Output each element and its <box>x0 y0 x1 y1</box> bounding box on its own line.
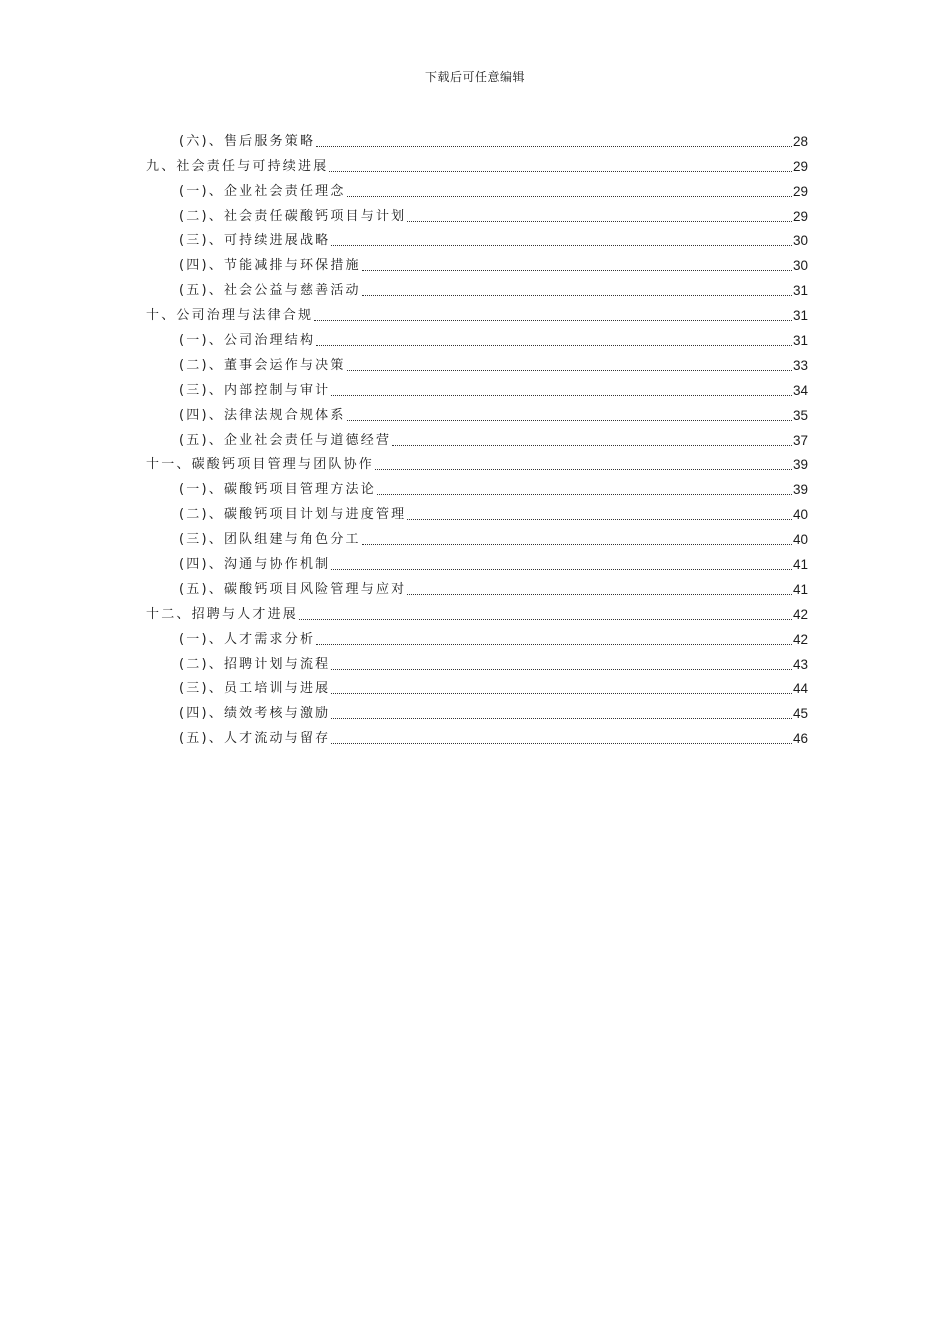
toc-section-entry[interactable] <box>146 573 808 598</box>
toc-section-entry[interactable] <box>146 125 808 150</box>
toc-page-number: 31 <box>792 283 808 299</box>
toc-page-number: 31 <box>792 308 808 324</box>
page-header: 下载后可任意编辑 <box>424 70 525 84</box>
toc-page-number: 29 <box>792 158 808 174</box>
toc-section-entry[interactable] <box>146 548 808 573</box>
toc-section-entry[interactable] <box>146 648 808 673</box>
toc-dot-leader <box>362 295 792 296</box>
toc-section-entry[interactable] <box>146 349 808 374</box>
toc-entry-label: (四)、绩效考核与激励 <box>179 706 331 722</box>
toc-entry-label: (四)、节能减排与环保措施 <box>179 258 361 274</box>
toc-section-entry[interactable] <box>146 374 808 399</box>
toc-entry-label: (三)、内部控制与审计 <box>179 382 331 398</box>
toc-section-entry[interactable] <box>146 498 808 523</box>
toc-dot-leader <box>331 245 792 246</box>
toc-dot-leader <box>316 345 792 346</box>
toc-dot-leader <box>375 469 792 470</box>
toc-dot-leader <box>299 619 792 620</box>
toc-section-entry[interactable] <box>146 523 808 548</box>
toc-entry-label: (一)、人才需求分析 <box>179 631 316 647</box>
toc-entry-label: (二)、董事会运作与决策 <box>179 357 346 373</box>
toc-page-number: 28 <box>792 133 808 149</box>
toc-page-number: 30 <box>792 233 808 249</box>
toc-section-entry[interactable] <box>146 200 808 225</box>
toc-dot-leader <box>329 171 792 172</box>
toc-page-number: 35 <box>792 407 808 423</box>
toc-dot-leader <box>407 594 792 595</box>
toc-entry-label: 九、社会责任与可持续进展 <box>146 158 329 174</box>
toc-page-number: 31 <box>792 333 808 349</box>
toc-entry-label: (一)、企业社会责任理念 <box>179 183 346 199</box>
toc-page-number: 43 <box>792 656 808 672</box>
toc-dot-leader <box>316 146 792 147</box>
toc-entry-label: (五)、碳酸钙项目风险管理与应对 <box>179 581 407 597</box>
toc-dot-leader <box>377 494 792 495</box>
toc-entry-label: (四)、法律法规合规体系 <box>179 407 346 423</box>
toc-page-number: 37 <box>792 432 808 448</box>
toc-dot-leader <box>347 420 792 421</box>
toc-chapter-entry[interactable] <box>146 299 808 324</box>
toc-entry-label: 十一、碳酸钙项目管理与团队协作 <box>146 457 375 473</box>
toc-dot-leader <box>392 445 792 446</box>
toc-dot-leader <box>347 370 792 371</box>
toc-dot-leader <box>407 221 792 222</box>
toc-entry-label: (三)、可持续进展战略 <box>179 233 331 249</box>
toc-dot-leader <box>331 743 792 744</box>
toc-chapter-entry[interactable] <box>146 150 808 175</box>
toc-entry-label: (四)、沟通与协作机制 <box>179 557 331 573</box>
toc-dot-leader <box>331 718 792 719</box>
toc-entry-label: (一)、碳酸钙项目管理方法论 <box>179 482 376 498</box>
toc-entry-label: (一)、公司治理结构 <box>179 333 316 349</box>
toc-page-number: 34 <box>792 382 808 398</box>
toc-dot-leader <box>362 544 792 545</box>
toc-dot-leader <box>331 693 792 694</box>
toc-page-number: 42 <box>792 631 808 647</box>
toc-section-entry[interactable] <box>146 623 808 648</box>
toc-entry-label: (六)、售后服务策略 <box>179 133 316 149</box>
toc-dot-leader <box>362 270 792 271</box>
toc-section-entry[interactable] <box>146 399 808 424</box>
toc-dot-leader <box>314 320 792 321</box>
toc-section-entry[interactable] <box>146 722 808 747</box>
toc-entry-label: (二)、招聘计划与流程 <box>179 656 331 672</box>
toc-section-entry[interactable] <box>146 225 808 250</box>
toc-page-number: 29 <box>792 208 808 224</box>
toc-chapter-entry[interactable] <box>146 598 808 623</box>
toc-section-entry[interactable] <box>146 274 808 299</box>
toc-page-number: 41 <box>792 557 808 573</box>
toc-page-number: 42 <box>792 606 808 622</box>
toc-entry-label: (三)、团队组建与角色分工 <box>179 532 361 548</box>
toc-section-entry[interactable] <box>146 673 808 698</box>
toc-section-entry[interactable] <box>146 697 808 722</box>
toc-dot-leader <box>316 644 792 645</box>
toc-section-entry[interactable] <box>146 175 808 200</box>
toc-section-entry[interactable] <box>146 424 808 449</box>
toc-page-number: 39 <box>792 457 808 473</box>
toc-page-number: 39 <box>792 482 808 498</box>
toc-entry-label: 十二、招聘与人才进展 <box>146 606 299 622</box>
toc-dot-leader <box>347 196 792 197</box>
toc-page-number: 45 <box>792 706 808 722</box>
toc-entry-label: (五)、企业社会责任与道德经营 <box>179 432 392 448</box>
toc-dot-leader <box>331 395 792 396</box>
toc-page-number: 29 <box>792 183 808 199</box>
toc-dot-leader <box>407 519 792 520</box>
toc-dot-leader <box>331 669 792 670</box>
toc-page-number: 41 <box>792 581 808 597</box>
toc-entry-label: (二)、社会责任碳酸钙项目与计划 <box>179 208 407 224</box>
toc-entry-label: (五)、人才流动与留存 <box>179 731 331 747</box>
toc-page-number: 40 <box>792 507 808 523</box>
toc-section-entry[interactable] <box>146 249 808 274</box>
toc-section-entry[interactable] <box>146 324 808 349</box>
toc-dot-leader <box>331 569 792 570</box>
toc-entry-label: (二)、碳酸钙项目计划与进度管理 <box>179 507 407 523</box>
toc-page-number: 30 <box>792 258 808 274</box>
toc-entry-label: (三)、员工培训与进展 <box>179 681 331 697</box>
toc-chapter-entry[interactable] <box>146 449 808 474</box>
toc-entry-label: (五)、社会公益与慈善活动 <box>179 283 361 299</box>
toc-page-number: 33 <box>792 357 808 373</box>
toc-entry-label: 十、公司治理与法律合规 <box>146 308 314 324</box>
table-of-contents <box>146 125 808 747</box>
toc-page-number: 40 <box>792 532 808 548</box>
toc-section-entry[interactable] <box>146 473 808 498</box>
toc-page-number: 44 <box>792 681 808 697</box>
toc-page-number: 46 <box>792 731 808 747</box>
